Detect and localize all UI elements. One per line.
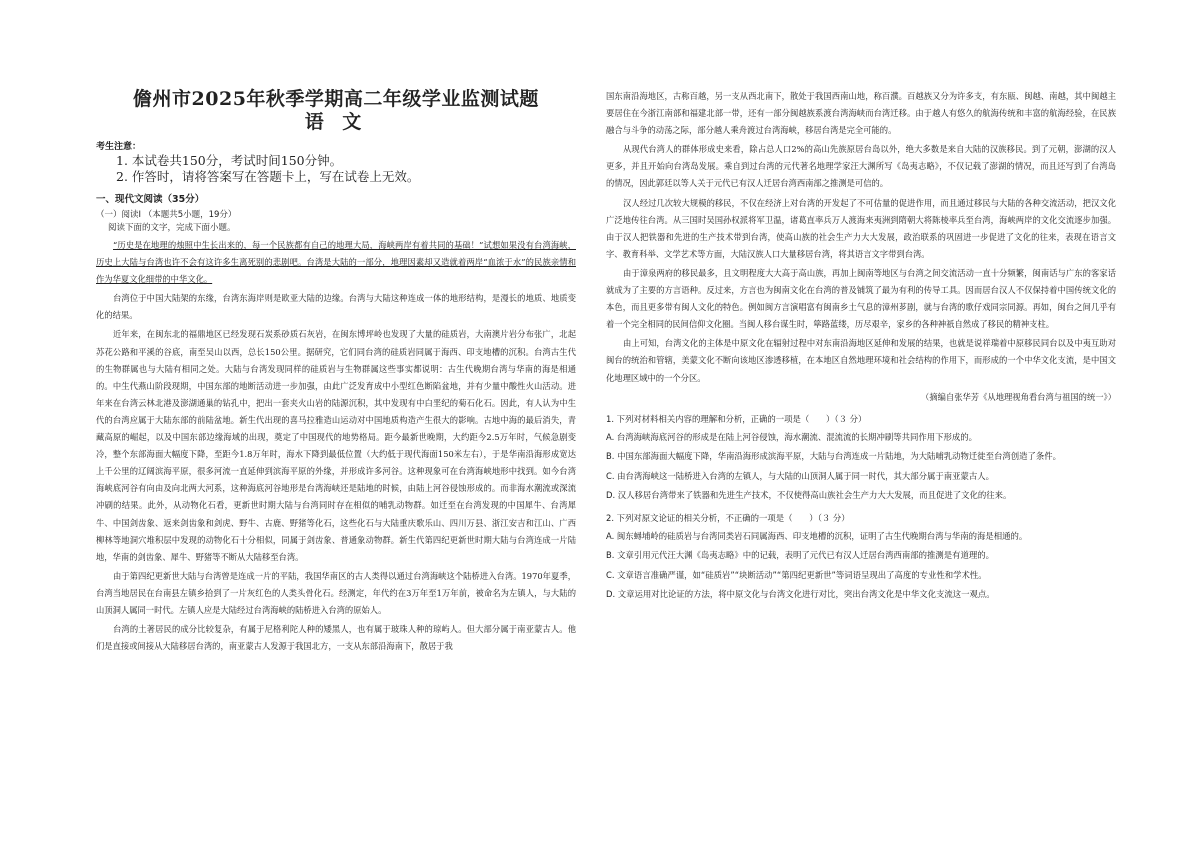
- question-option: C. 由台湾海峡这一陆桥进入台湾的左镇人，与大陆的山顶洞人属于同一时代，其大部分属于南亚蒙古人。: [606, 470, 995, 481]
- exam-title: 儋州市2025年秋季学期高二年级学业监测试题: [133, 88, 539, 110]
- passage-paragraph: 台湾的土著居民的成分比较复杂，有属于尼格利陀人种的矮黑人，也有属于玻珠人种的琼屿人。但大部分属于南亚蒙古人。他们是直接或间接从大陆移居台湾的，南亚蒙古人发源于我国北方，一支从东部沿海南下，散居于我: [96, 624, 576, 652]
- left-column: [96, 88, 576, 657]
- question-option: D. 文章运用对比论证的方法，将中原文化与台湾文化进行对比，突出台湾文化是中华文化支流这一观点。: [606, 589, 995, 600]
- question-option: A. 闽东蟳埔岭的硅质岩与台湾同类岩石同属海西、印支地槽的沉积，证明了古生代晚期台湾与华南的海是相通的。: [606, 530, 1028, 541]
- passage-paragraph: 由上可知，台湾文化的主体是中原文化在辐射过程中对东南沿海地区延伸和发展的结果，也就是说祥瑞着中原移民同台以及中夷互助对闽台的统治和管辖，美蒙文化不断向该地区渗透移植，在本地区自然地理环境和社会结构的作用下，而形成的一个中华文化支流，是中国文化地理区域中的一个分区。: [606, 338, 1116, 383]
- passage-paragraph: 近年来，在闽东北的福鼎地区已经发现石炭系砂质石灰岩，在闽东博坪岭也发现了大量的硅质岩，大南澳片岩分布张广，北起苏花公路和平溪的谷底，南至吴山以西，总长150公里。据研究，它们同台湾的硅质岩同属于海西、印支地槽的沉积。台湾古生代的生物群属也与大陆有相同之处。大陆与台湾发现同样的硅质岩与生物群属这些事实都说明：古生代晚期台湾与华南的海是相通的。中生代燕山阶段现期，中国东部的地断活动进一步加强，由此广泛发育成中小型红色断陷盆地，并有少量中酸性火山活动。进年来在台湾云林北港及澎湖通巢的钻孔中，把出一套夹火山岩的陆源沉积，其中发现有中白垩纪的菊石化石。因此，有人认为中生代的台湾应属于大陆东部的前陆盆地。新生代出现的喜马拉雅造山运动对中国地质构造产生很大的影响。古地中海的最后消失，青藏高原的崛起，以及中国东部边缘海域的出现，奠定了中国现代的地势格局。距今最新世晚期，大约距今2.5万年时，气候急剧变冷，整个东部海面大幅度下降，至距今1.8万年时，海水下降到最低位置（大约低于现代海面150米左右），于是华南沿海形成宽达上千公里的辽阔滨海平原，很多河流一直延伸到滨海平原的外缘，并形成许多河谷。这种现象可在台湾海峡地形中找到。如今台湾海峡底河谷有向由及向北两大河系，这种海底河谷地形是台湾海峡还是陆地的时候，由陆上河谷侵蚀形成的。而非海水潮流或深流冲刷的结果。此外，从动物化石看，更新世时期大陆与台湾同时存在相似的哺乳动物群。如迁至在台湾发现的中国犀牛、台湾犀牛、中国剑齿象、返来剑齿象和剑虎、野牛、古鹿、野猪等化石，这些化石与大陆重庆歌乐山、四川万县、浙江安吉和江山、广西柳林等地洞穴堆积层中发现的动物化石十分相似，同属于剑齿象、普通象动物群。新生代第四纪更新世时期大陆与台湾连成一片陆地，华南的剑齿象、犀牛、野猪等不断从大陆移至台湾。: [96, 329, 576, 562]
- subsection-heading: （一）阅读Ⅰ （本题共5小题，19分）: [96, 210, 237, 220]
- subject-title: 语 文: [304, 111, 368, 133]
- question-stem: 1. 下列对材料相关内容的理解和分析，正确的一项是（ ）（３ 分）: [606, 413, 867, 424]
- passage-paragraph: 由于第四纪更新世大陆与台湾曾是连成一片的平陆，我国华南区的古人类得以通过台湾海峡这个陆桥进入台湾。1970年夏季，台湾当地居民在台南县左镇乡拾到了一片灰红色的人类头骨化石。经测定，年代约在3万年至1万年前，被命名为左镇人，与大陆的山顶洞人属同一时代。左镇人应是大陆经过台湾海峡的陆桥进入台湾的原始人。: [96, 570, 576, 615]
- question-1: [606, 411, 1116, 504]
- notice-item: 1. 本试卷共150分，考试时间150分钟。: [116, 153, 343, 168]
- notice-item: 2. 作答时，请将答案写在答题卡上，写在试卷上无效。: [116, 169, 420, 184]
- section-heading: 一、现代文阅读（35分）: [96, 194, 205, 205]
- passage-paragraph: 国东南沿海地区，古称百越，另一支从西北南下，散处于我国西南山地，称百濮。百越族又分为许多支，有东瓯、闽越、南越，其中闽越主要居住在今浙江南部和福建北部一带，还有一部分闽越族系渡台湾海峡而台湾迁移。由于越人有悠久的航海传统和丰富的航海经验，在民族融合与斗争的动荡之际，部分越人乘舟渡过台湾海峡，移居台湾是完全可能的。: [606, 91, 1116, 136]
- question-option: A. 台湾海峡海底河谷的形成是在陆上河谷侵蚀，海水潮流、混流流的长期冲刷等共同作用下形成的。: [606, 431, 978, 442]
- passage-paragraph: “历史是在地理的烛照中生长出来的，每一个民族都有自己的地理大局，海峡两岸有着共同的基础！”试想如果没有台湾海峡，历史上大陆与台湾也许不会有这许多生离死别的悲剧吧。台湾是大陆的一部分，地理因素却又造就着两岸“血浓于水”的民族亲情和作为华夏文化细带的中华文化。: [96, 240, 576, 285]
- passage-paragraph: 由于漳泉两府的移民最多，且文明程度大大高于高山族，再加上闽南等地区与台湾之间交流活动一直十分频繁，闽南话与广东的客家话就成为了主要的方言语种。反过来，方言也为闽南文化在台湾的普及铺筑了最为有利的传导工具。因而居台汉人不仅保持着中国传统文化的本色，而且更多带有闽人文化的特色。例如闽方言演唱富有闽南乡土气息的漳州芗剧，就与台湾的歌仔戏同宗同源。再如，闽台之间几乎有着一个完全相同的民间信仰文化圈。当闽人移台谋生时，筚路蓝缕，历尽艰辛，家乡的各种神祇自然成了移民的精神支柱。: [606, 267, 1116, 330]
- question-option: B. 中国东部海面大幅度下降，华南沿海形成滨海平原，大陆与台湾连成一片陆地，为大陆哺乳动物迁徙至台湾创造了条件。: [606, 451, 1061, 462]
- notice-heading: 考生注意：: [96, 142, 142, 152]
- passage-source: （摘编自张华芳《从地理视角看台湾与祖国的统一》）: [921, 391, 1116, 402]
- question-stem: 2. 下列对原文论证的相关分析，不正确的一项是（ ）（３ 分）: [606, 512, 850, 523]
- reading-instruction: 阅读下面的文字，完成下面小题。: [108, 223, 236, 233]
- question-option: C. 文章语言准确严谨，如“硅质岩”“块断活动”“第四纪更新世”等词语呈现出了高度的专业性和学术性。: [606, 569, 987, 580]
- notice-block: [96, 139, 576, 185]
- question-option: D. 汉人移居台湾带来了铁器和先进生产技术，不仅使得高山族社会生产力大大发展，而且促进了文化的往来。: [606, 490, 1012, 501]
- question-option: B. 文章引用元代汪大渊《岛夷志略》中的记载，表明了元代已有汉人迁居台湾西南部的推测是有道理的。: [606, 550, 994, 561]
- passage-paragraph: 台湾位于中国大陆架的东缘，台湾东海岸则是欧亚大陆的边缘。台湾与大陆这种连成一体的地形结构，是漫长的地质、地质变化的结果。: [96, 293, 576, 321]
- passage-paragraph: 汉人经过几次较大规模的移民，不仅在经济上对台湾的开发起了不可估量的促进作用，而且通过移民与大陆的各种交流活动，把汉文化广泛地传往台湾。从三国时吴国孙权派将军卫温，诸葛直率兵万人渡海来夷洲到隋朝大将陈棱率兵至台湾，海峡两岸的文化交流逐步加强。由于汉人把铁器和先进的生产技术带到台湾，使高山族的社会生产力大大发展，政治联系的巩固进一步促进了文化的往来，表现在语言文字、教育科举、文学艺术等方面，大陆汉族人口大量移居台湾，将其语言文字带到台湾。: [606, 197, 1116, 259]
- passage-paragraph: 从现代台湾人的群体形成史来看，除占总人口2%的高山先族原居台岛以外，绝大多数是来自大陆的汉族移民。到了元朝，澎湖的汉人更多，并且开始向台湾岛发展。乘自到过台湾的元代著名地理学家汪大渊所写《岛夷志略》，不仅记载了澎湖的情况，而且还写到了台湾岛的情况，因此郭廷以等人关于元代已有汉人迁居台湾西南部之推测是可信的。: [606, 144, 1116, 189]
- question-2: [606, 510, 1116, 603]
- right-column: [606, 88, 1116, 606]
